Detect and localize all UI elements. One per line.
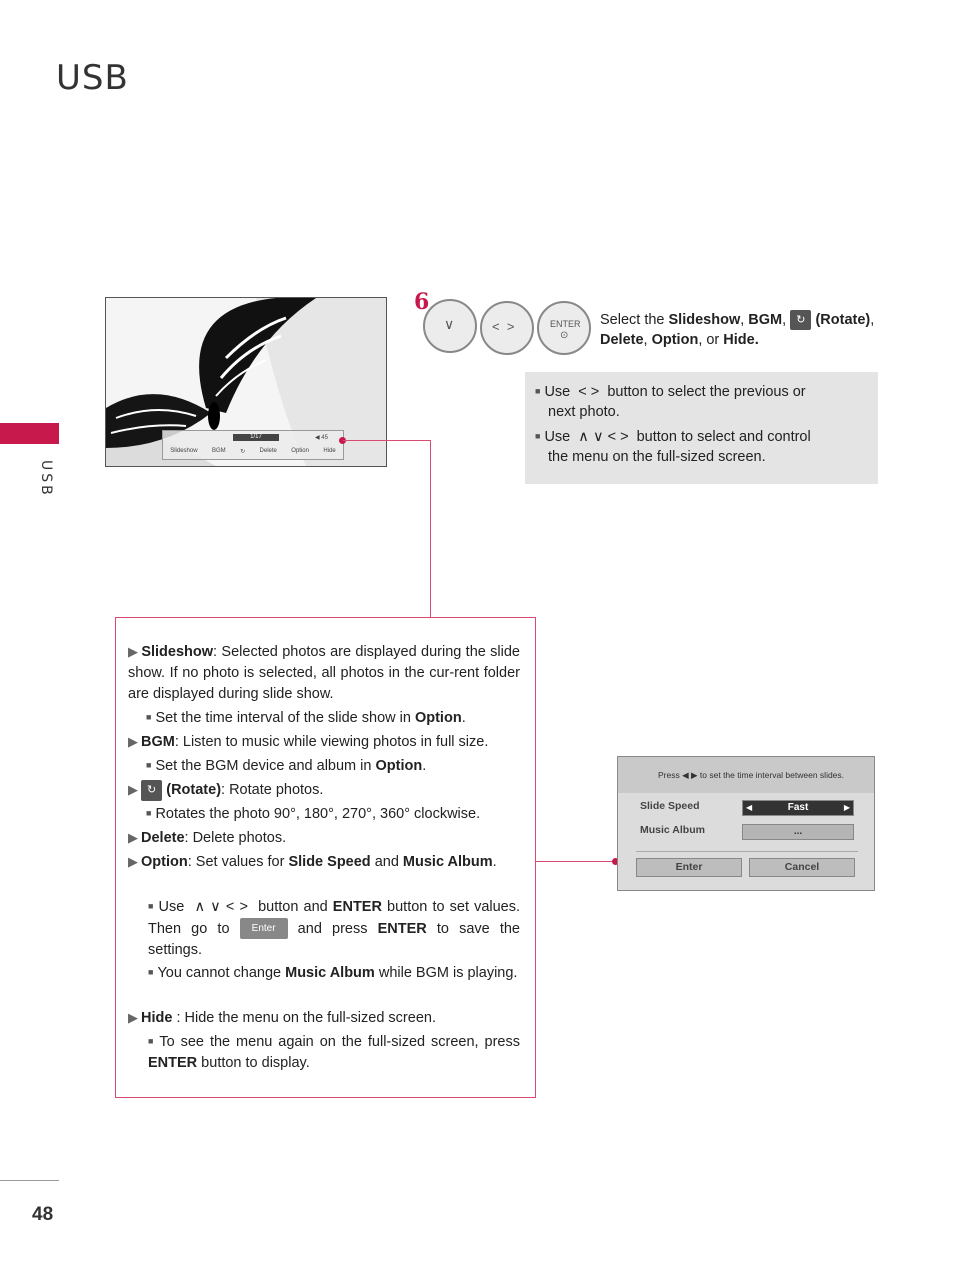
detail-text: Set the time interval of the slide show in (155, 710, 415, 726)
detail-keyword: ENTER (148, 1055, 198, 1071)
arrow-keys-icon: ∧ ∨ < > (578, 429, 629, 445)
detail-slideshow (128, 641, 520, 705)
footer-rule (0, 1180, 59, 1181)
menu-bgm[interactable]: BGM (211, 448, 226, 454)
instr-sep: , (643, 332, 652, 348)
section-side-label: USB (38, 460, 54, 498)
detail-text: : Set values for (187, 854, 289, 870)
tip-text: the menu on the full-sized screen. (548, 449, 766, 465)
instr-delete: Delete (600, 332, 644, 348)
detail-keyword: ENTER (332, 899, 382, 915)
detail-text: . (492, 854, 497, 870)
detail-option (128, 851, 520, 873)
detail-keyword: Option (141, 854, 188, 870)
enter-key-icon: Enter (240, 918, 288, 939)
detail-keyword: Option (414, 710, 462, 726)
arrow-keys-icon: < > (578, 384, 600, 400)
step-number: 6 (414, 289, 430, 315)
tip-text: button to select the previous or (607, 384, 806, 400)
detail-keyword: Hide (141, 1010, 173, 1026)
speaker-icon: ◀ (315, 435, 320, 441)
left-triangle-icon[interactable]: ◀ (746, 803, 753, 812)
detail-text: To see the menu again on the full-sized screen, press (159, 1034, 520, 1050)
detail-text: Rotates the photo 90°, 180°, 270°, 360° clockwise. (155, 806, 481, 822)
enter-button[interactable] (537, 301, 591, 355)
detail-keyword: Slideshow (141, 644, 214, 660)
detail-text: button to set values. Then go to (148, 899, 521, 937)
left-right-triangle-icon: ◀ ▶ (682, 770, 698, 780)
bullet-icon: ■ (148, 1036, 156, 1046)
menu-rotate-icon[interactable]: ↻ (240, 449, 246, 455)
detail-text: You cannot change (157, 965, 286, 981)
slideshow-option-dialog (617, 756, 875, 891)
instr-option: Option (651, 332, 699, 348)
instr-slideshow: Slideshow (668, 312, 741, 328)
connector-line-photo-v (430, 440, 431, 617)
bullet-icon: ■ (535, 431, 541, 441)
dialog-hint-text: Press (658, 770, 680, 780)
menu-delete[interactable]: Delete (259, 448, 277, 454)
bullet-icon: ■ (535, 386, 541, 396)
detail-delete (128, 827, 520, 849)
detail-option-sub1 (148, 896, 520, 961)
detail-keyword: Option (375, 758, 423, 774)
tip-item (535, 426, 865, 467)
detail-option-sub2 (148, 962, 520, 984)
detail-text: . (461, 710, 466, 726)
instr-sep: , (740, 312, 749, 328)
triangle-bullet-icon: ▶ (128, 644, 139, 659)
enter-button-label: ENTER (550, 319, 581, 329)
instr-or: , or (698, 332, 724, 348)
bullet-icon: ■ (148, 901, 155, 911)
instr-sep: , (870, 312, 875, 328)
detail-text: Use (158, 899, 185, 915)
detail-keyword: Music Album (285, 965, 375, 981)
instr-rotate: (Rotate) (815, 312, 871, 328)
dialog-hint-text: to set the time interval between slides. (699, 770, 845, 780)
bullet-icon: ■ (148, 967, 154, 977)
page-title: USB (56, 58, 129, 98)
step-instruction (600, 310, 900, 350)
detail-keyword: ENTER (377, 921, 427, 937)
bullet-icon: ■ (146, 808, 152, 818)
enter-button-icon: ⊙ (560, 330, 569, 341)
dialog-divider (636, 851, 858, 852)
tip-text: next photo. (548, 404, 620, 420)
detail-text: and press (287, 921, 378, 937)
detail-keyword: Music Album (402, 854, 493, 870)
volume-indicator (315, 434, 328, 441)
instr-bgm: BGM (748, 312, 783, 328)
left-right-arrow-button[interactable] (480, 301, 534, 355)
detail-bgm-sub (146, 755, 520, 777)
tip-box (525, 372, 878, 484)
volume-value: 45 (321, 435, 328, 441)
rotate-icon: ↻ (141, 780, 162, 801)
dialog-header (618, 757, 874, 793)
detail-keyword: BGM (141, 734, 175, 750)
triangle-bullet-icon: ▶ (128, 734, 138, 749)
rotate-icon: ↻ (790, 310, 811, 330)
triangle-bullet-icon: ▶ (128, 830, 138, 845)
detail-rotate (128, 779, 520, 801)
triangle-bullet-icon: ▶ (128, 782, 138, 797)
detail-keyword: Delete (141, 830, 185, 846)
down-arrow-button[interactable] (423, 299, 477, 353)
detail-text: button and (253, 899, 333, 915)
tip-text: Use (544, 429, 571, 445)
detail-rotate-sub (146, 803, 520, 825)
detail-text: : Listen to music while viewing photos in full size. (174, 734, 489, 750)
instr-hide: Hide. (723, 332, 759, 348)
bullet-icon: ■ (146, 760, 152, 770)
detail-keyword: Slide Speed (288, 854, 371, 870)
detail-text: : Hide the menu on the full-sized screen. (172, 1010, 436, 1026)
detail-text: . (422, 758, 427, 774)
dialog-enter-button[interactable]: Enter (636, 858, 742, 877)
music-album-field[interactable]: ... (742, 824, 854, 840)
detail-text: button to display. (197, 1055, 310, 1071)
detail-text: : Selected photos are displayed during the slide show. If no photo is selected, all photos in the cur-rent folder are displayed during slide show. (128, 644, 521, 702)
tip-text: Use (544, 384, 571, 400)
detail-hide (128, 1007, 520, 1029)
connector-line-photo-h (343, 440, 431, 441)
dialog-hint (658, 770, 844, 781)
tip-text: button to select and control (636, 429, 811, 445)
detail-bgm (128, 731, 520, 753)
page-number: 48 (32, 1204, 54, 1225)
menu-slideshow[interactable]: Slideshow (170, 448, 198, 454)
detail-slideshow-sub (146, 707, 520, 729)
detail-text: to save the settings. (148, 921, 521, 958)
slide-speed-label: Slide Speed (640, 800, 700, 812)
slide-speed-value: Fast (787, 802, 809, 813)
detail-text: Set the BGM device and album in (155, 758, 376, 774)
detail-text: and (370, 854, 403, 870)
triangle-bullet-icon: ▶ (128, 1010, 138, 1025)
music-album-label: Music Album (640, 824, 705, 836)
connector-line-dialog (536, 861, 616, 862)
photo-menu (163, 448, 343, 455)
slide-speed-selector[interactable] (742, 800, 854, 816)
dialog-cancel-button[interactable]: Cancel (749, 858, 855, 877)
right-triangle-icon[interactable]: ▶ (843, 803, 850, 812)
left-right-arrow-icon: < > (492, 319, 515, 334)
photo-control-bar (162, 430, 344, 460)
section-tab-marker (0, 423, 59, 444)
detail-hide-sub (148, 1031, 520, 1074)
detail-keyword: (Rotate) (166, 782, 222, 798)
photo-counter: 1/17 (233, 434, 279, 441)
triangle-bullet-icon: ▶ (128, 854, 138, 869)
bullet-icon: ■ (146, 712, 152, 722)
arrow-keys-icon: ∧ ∨ < > (194, 899, 248, 915)
detail-text: : Delete photos. (184, 830, 287, 846)
instr-sep: , (782, 312, 791, 328)
detail-text: : Rotate photos. (221, 782, 324, 798)
menu-hide[interactable]: Hide (323, 448, 336, 454)
down-arrow-icon: ∨ (444, 316, 455, 332)
menu-option[interactable]: Option (291, 448, 309, 454)
instr-prefix: Select the (600, 312, 669, 328)
tip-item (535, 381, 865, 422)
detail-text: while BGM is playing. (374, 965, 518, 981)
